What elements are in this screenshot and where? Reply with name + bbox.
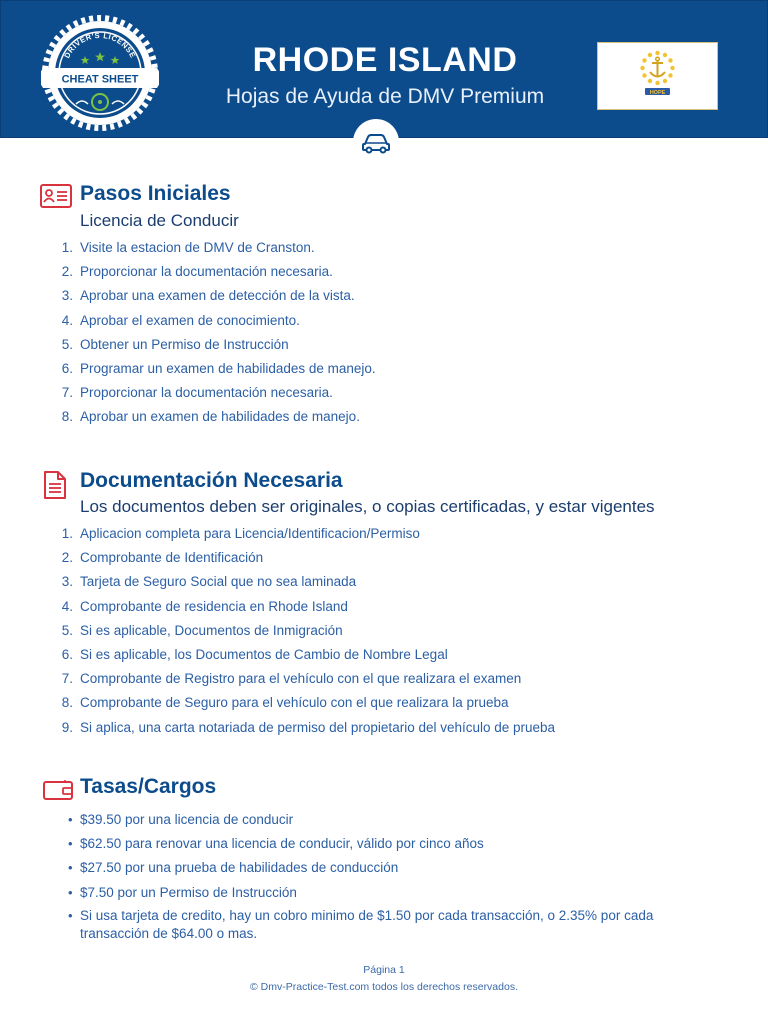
list-item: 3. Tarjeta de Seguro Social que no sea laminada bbox=[61, 574, 357, 590]
list-item: • $27.50 por una prueba de habilidades de conducción bbox=[68, 860, 399, 876]
list-item: • $62.50 para renovar una licencia de conducir, válido por cinco años bbox=[68, 836, 484, 852]
list-item: 1. Aplicacion completa para Licencia/Identificacion/Permiso bbox=[61, 526, 420, 541]
pasos-subtitle: Licencia de Conducir bbox=[80, 211, 239, 230]
rhode-island-flag bbox=[597, 42, 718, 110]
list-item: 5. Si es aplicable, Documentos de Inmigración bbox=[61, 622, 343, 638]
badge-ribbon-text: CHEAT SHEET bbox=[61, 73, 139, 86]
badge-arc-text: DRIVER'S LICENSE bbox=[62, 30, 138, 60]
list-item: 2. Proporcionar la documentación necesaria. bbox=[61, 264, 333, 280]
copyright: © Dmv-Practice-Test.com todos los derechos reservados. bbox=[250, 981, 518, 993]
documentacion-title: Documentación Necesaria bbox=[80, 469, 343, 492]
car-tab bbox=[353, 119, 399, 165]
list-item: 8. Aprobar un examen de habilidades de manejo. bbox=[61, 409, 360, 425]
list-item: 6. Programar un examen de habilidades de manejo. bbox=[61, 361, 376, 377]
list-item: 1. Visite la estacion de DMV de Cranston. bbox=[61, 240, 315, 255]
list-item: 4. Aprobar el examen de conocimiento. bbox=[61, 312, 300, 328]
document-icon bbox=[43, 470, 67, 500]
list-item: 3. Aprobar una examen de detección de la vista. bbox=[61, 288, 355, 304]
wallet-icon bbox=[43, 779, 73, 801]
page-title: RHODE ISLAND bbox=[252, 41, 518, 79]
page-subtitle: Hojas de Ayuda de DMV Premium bbox=[225, 85, 545, 108]
list-item: 6. Si es aplicable, los Documentos de Cambio de Nombre Legal bbox=[61, 647, 448, 663]
tasas-list bbox=[58, 808, 718, 943]
list-item: 7. Proporcionar la documentación necesaria. bbox=[61, 385, 333, 401]
page-number: Página 1 bbox=[363, 964, 405, 976]
page-header bbox=[0, 0, 768, 138]
pasos-list bbox=[58, 236, 376, 430]
anchor-icon bbox=[598, 43, 717, 109]
list-item: 8. Comprobante de Seguro para el vehículo con el que realizara la prueba bbox=[61, 695, 509, 711]
tasas-title: Tasas/Cargos bbox=[80, 775, 217, 798]
list-item: 2. Comprobante de Identificación bbox=[61, 550, 264, 566]
flag-ribbon-text: HOPE bbox=[649, 89, 666, 96]
pasos-title: Pasos Iniciales bbox=[80, 182, 231, 205]
documentacion-subtitle: Los documentos deben ser originales, o copias certificadas, y estar vigentes bbox=[80, 497, 655, 516]
list-item: • $7.50 por un Permiso de Instrucción bbox=[68, 884, 297, 900]
car-icon bbox=[361, 129, 391, 155]
list-item: 4. Comprobante de residencia en Rhode Island bbox=[61, 598, 348, 614]
id-card-icon bbox=[40, 184, 72, 208]
list-item: 7. Comprobante de Registro para el vehículo con el que realizara el examen bbox=[61, 671, 522, 687]
list-item: 9. Si aplica, una carta notariada de permiso del propietario del vehículo de prueba bbox=[61, 719, 556, 735]
list-item: 5. Obtener un Permiso de Instrucción bbox=[61, 336, 289, 352]
list-item: • $39.50 por una licencia de conducir bbox=[68, 812, 294, 827]
documentacion-list bbox=[58, 522, 555, 740]
list-item: • Si usa tarjeta de credito, hay un cobro minimo de $1.50 por cada transacción, o 2.35% por cada transacción de $64.00 o mas. bbox=[68, 907, 654, 941]
